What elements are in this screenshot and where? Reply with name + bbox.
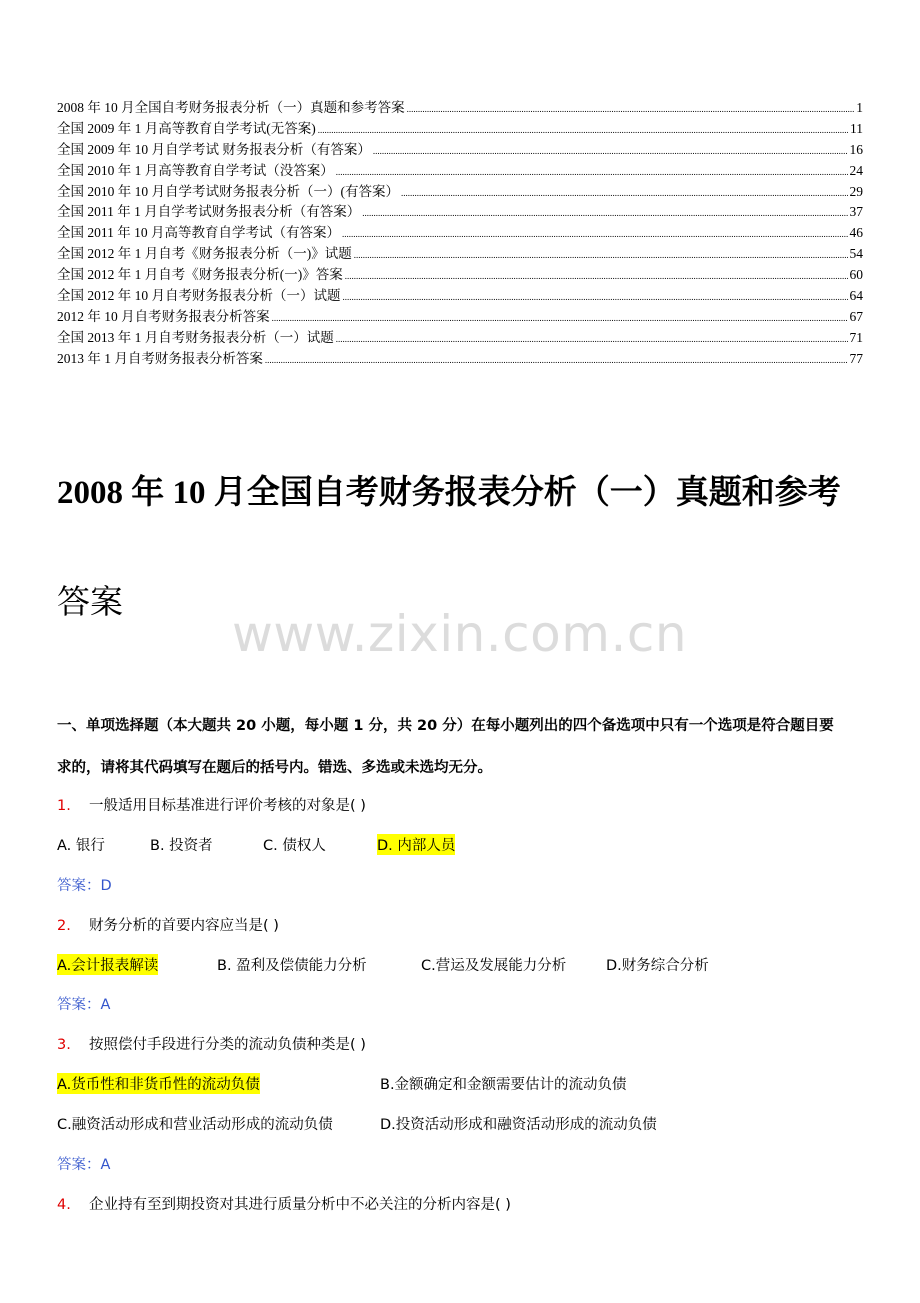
toc-entry[interactable]: [57, 138, 863, 159]
toc-entry-page-number: 71: [849, 329, 863, 345]
toc-leader-dots: [401, 184, 848, 200]
toc-entry-page-number: 54: [849, 246, 863, 262]
toc-leader-dots: [272, 309, 848, 325]
toc-leader-dots: [318, 121, 848, 137]
toc-entry-page-number: 37: [849, 204, 863, 220]
answer-1: 答案：D: [57, 878, 112, 894]
toc-entry-title: 全国 2010 年 10 月自学考试财务报表分析（一）(有答案）: [57, 183, 399, 199]
section-instruction-line-2: 求的，请将其代码填写在题后的括号内。错选、多选或未选均无分。: [57, 760, 492, 776]
toc-entry-title: 2008 年 10 月全国自考财务报表分析（一）真题和参考答案: [57, 100, 405, 115]
toc-leader-dots: [336, 163, 848, 179]
toc-entry[interactable]: [57, 96, 863, 117]
toc-leader-dots: [407, 100, 855, 116]
toc-entry-title: 2013 年 1 月自考财务报表分析答案: [57, 350, 263, 366]
toc-entry-page-number: 60: [849, 267, 863, 283]
answer-3: 答案：A: [57, 1157, 111, 1173]
toc-entry[interactable]: [57, 159, 863, 180]
question-number: 1.: [57, 798, 71, 814]
toc-entry-page-number: 67: [849, 308, 863, 324]
option-d: D.财务综合分析: [606, 958, 709, 974]
toc-entry[interactable]: [57, 200, 863, 221]
toc-entry-page-number: 77: [849, 350, 863, 366]
toc-entry[interactable]: [57, 263, 863, 284]
toc-leader-dots: [354, 246, 848, 262]
table-of-contents: [57, 96, 863, 368]
question-1: [57, 794, 867, 815]
watermark: www.zixin.com.cn: [232, 605, 688, 663]
toc-entry[interactable]: [57, 347, 863, 368]
toc-entry-page-number: 24: [849, 162, 863, 178]
toc-leader-dots: [343, 288, 848, 304]
toc-entry-title: 全国 2012 年 10 月自考财务报表分析（一）试题: [57, 288, 341, 304]
toc-entry-title: 全国 2011 年 1 月自学考试财务报表分析（有答案）: [57, 204, 361, 220]
toc-entry-page-number: 64: [849, 288, 863, 304]
toc-entry-title: 全国 2010 年 1 月高等教育自学考试（没答案）: [57, 162, 334, 178]
option-a-highlighted: A.会计报表解读: [57, 954, 158, 975]
toc-entry-page-number: 1: [856, 100, 863, 115]
toc-entry-title: 全国 2013 年 1 月自考财务报表分析（一）试题: [57, 329, 334, 345]
question-text: 按照偿付手段进行分类的流动负债种类是( ): [89, 1037, 366, 1053]
question-2: [57, 914, 867, 935]
toc-entry[interactable]: [57, 284, 863, 305]
toc-entry-page-number: 11: [850, 120, 863, 136]
question-text: 一般适用目标基准进行评价考核的对象是( ): [89, 798, 366, 814]
toc-leader-dots: [345, 267, 848, 283]
answer-2: 答案：A: [57, 997, 111, 1013]
heading-line-2: 答案: [57, 585, 123, 621]
section-instruction-line-1: 一、单项选择题（本大题共 20 小题，每小题 1 分，共 20 分）在每小题列出的四个备选项中只有一个选项是符合题目要: [57, 718, 834, 734]
option-b: B. 投资者: [150, 838, 213, 854]
toc-entry[interactable]: [57, 180, 863, 201]
toc-entry-title: 全国 2012 年 1 月自考《财务报表分析（一)》试题: [57, 246, 352, 262]
toc-entry-title: 全国 2009 年 10 月自学考试 财务报表分析（有答案）: [57, 141, 371, 157]
heading-line-1: 2008 年 10 月全国自考财务报表分析（一）真题和参考: [57, 475, 841, 511]
option-a-highlighted: A.货币性和非货币性的流动负债: [57, 1073, 260, 1094]
toc-leader-dots: [362, 204, 847, 220]
option-d: D.投资活动形成和融资活动形成的流动负债: [380, 1117, 657, 1133]
question-3: [57, 1033, 867, 1054]
option-b: B.金额确定和金额需要估计的流动负债: [380, 1077, 627, 1093]
question-number: 2.: [57, 918, 71, 934]
question-4: [57, 1193, 867, 1214]
toc-entry[interactable]: [57, 221, 863, 242]
toc-leader-dots: [336, 330, 848, 346]
toc-entry-page-number: 46: [849, 225, 863, 241]
toc-leader-dots: [373, 142, 848, 158]
toc-entry[interactable]: [57, 117, 863, 138]
option-c: C.营运及发展能力分析: [421, 958, 567, 974]
toc-entry[interactable]: [57, 326, 863, 347]
toc-leader-dots: [342, 225, 848, 241]
toc-entry-title: 全国 2009 年 1 月高等教育自学考试(无答案): [57, 120, 316, 136]
option-b: B. 盈利及偿债能力分析: [217, 958, 367, 974]
toc-entry-page-number: 29: [849, 183, 863, 199]
toc-leader-dots: [265, 351, 848, 367]
option-c: C. 债权人: [263, 838, 326, 854]
question-number: 3.: [57, 1037, 71, 1053]
option-d-highlighted: D. 内部人员: [377, 834, 455, 855]
question-text: 财务分析的首要内容应当是( ): [89, 918, 279, 934]
option-c: C.融资活动形成和营业活动形成的流动负债: [57, 1117, 333, 1133]
question-text: 企业持有至到期投资对其进行质量分析中不必关注的分析内容是( ): [89, 1197, 511, 1213]
option-a: A. 银行: [57, 838, 105, 854]
toc-entry[interactable]: [57, 242, 863, 263]
toc-entry-title: 全国 2012 年 1 月自考《财务报表分析(一)》答案: [57, 267, 343, 283]
toc-entry-page-number: 16: [849, 141, 863, 157]
question-number: 4.: [57, 1197, 71, 1213]
toc-entry-title: 2012 年 10 月自考财务报表分析答案: [57, 308, 270, 324]
toc-entry-title: 全国 2011 年 10 月高等教育自学考试（有答案）: [57, 225, 340, 241]
toc-entry[interactable]: [57, 305, 863, 326]
